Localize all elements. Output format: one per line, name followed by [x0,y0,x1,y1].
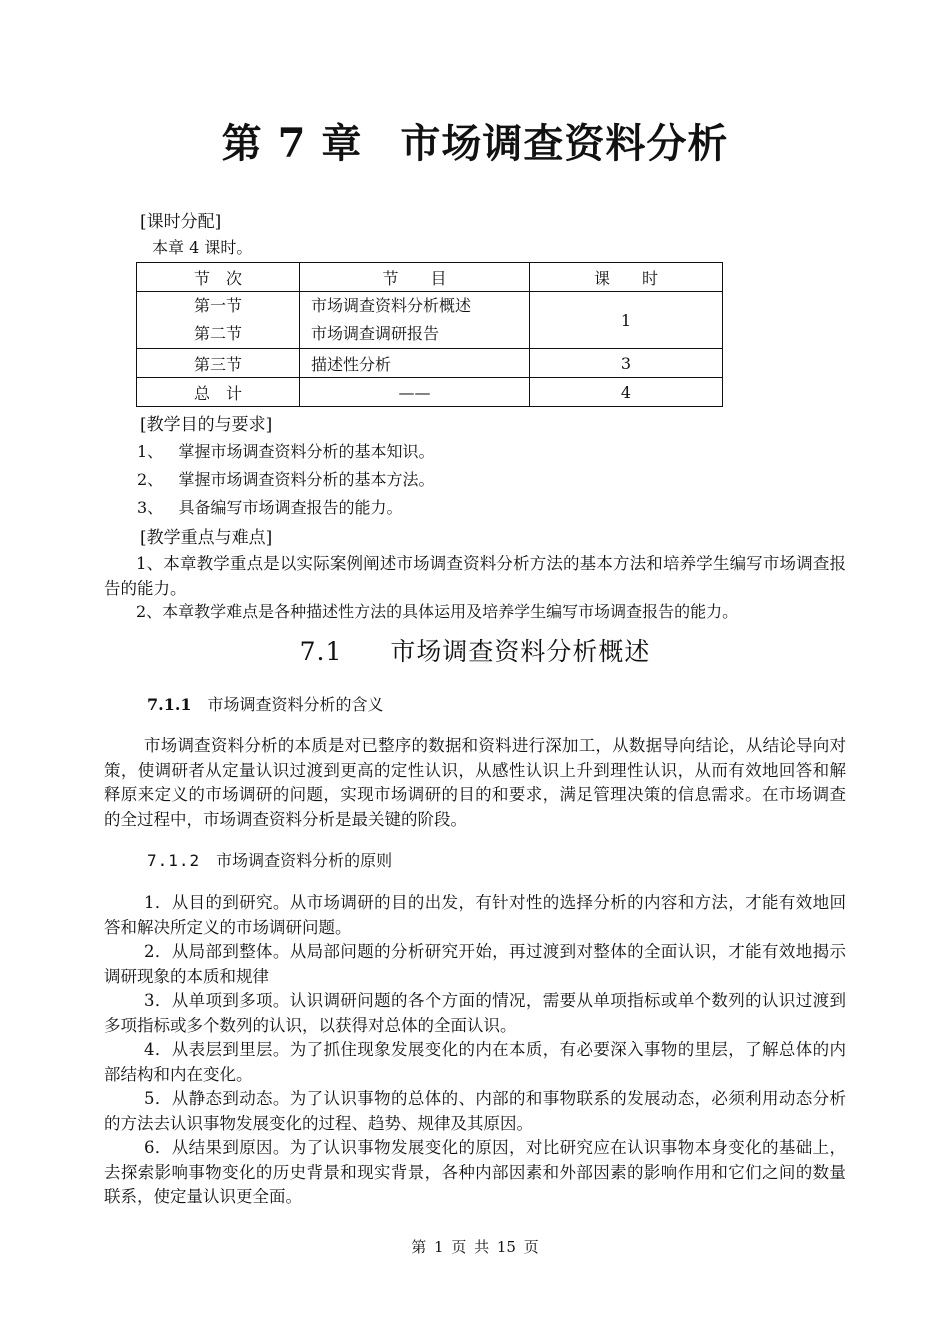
paragraph: 市场调查资料分析的本质是对已整序的数据和资料进行深加工，从数据导向结论，从结论导向对策，使调研者从定量认识过渡到更高的定性认识，从感性认识上升到理性认识，从而有效地回答和解释原来定义的市场调研的问题，实现市场调研的目的和要求，满足管理决策的信息需求。在市场调查的全过程中，市场调查资料分析是最关键的阶段。 [104,736,846,829]
hours-heading: [课时分配] [140,212,222,232]
page-footer: 第 1 页 共 15 页 [411,1238,539,1256]
table-cell-topic: 描述性分析 [300,349,530,378]
objectives-heading: [教学目的与要求] [140,415,273,435]
subsection-title: 7.1.2 市场调查资料分析的原则 [147,851,393,870]
objective-item: 1、 掌握市场调查资料分析的基本知识。 [137,442,435,461]
principle-item: 2．从局部到整体。从局部问题的分析研究开始，再过渡到对整体的全面认识，才能有效地揭示调研现象的本质和规律 [104,942,846,986]
objective-item: 3、 具备编写市场调查报告的能力。 [137,498,403,517]
table-cell-hours: 1 [530,292,723,349]
table-cell-section: 第三节 [137,349,300,378]
chapter-title [0,112,950,169]
table-cell-hours: 4 [530,378,723,407]
table-row [137,292,723,349]
table-row [137,378,723,407]
principle-item: 4．从表层到里层。为了抓住现象发展变化的内在本质，有必要深入事物的里层，了解总体的内部结构和内在变化。 [104,1040,846,1084]
table-cell-section: 第一节 第二节 [137,292,300,349]
hours-table [136,262,723,407]
keypoint-item: 2、本章教学难点是各种描述性方法的具体运用及培养学生编写市场调查报告的能力。 [136,602,739,621]
table-cell-topic: 市场调查资料分析概述 市场调查调研报告 [300,292,530,349]
principle-item: 3．从单项到多项。认识调研问题的各个方面的情况，需要从单项指标或单个数列的认识过渡到多项指标或多个数列的认识，以获得对总体的全面认识。 [104,991,846,1035]
principle-item: 6．从结果到原因。为了认识事物发展变化的原因，对比研究应在认识事物本身变化的基础上，去探索影响事物变化的历史背景和现实背景，各种内部因素和外部因素的影响作用和它们之间的数量联系，使定量认识更全面。 [104,1138,846,1206]
table-cell-topic: —— [300,378,530,407]
keypoint-item: 1、本章教学重点是以实际案例阐述市场调查资料分析方法的基本方法和培养学生编写市场调查报告的能力。 [104,554,846,598]
header-hours: 课 时 [530,263,723,292]
section-number: 7.1 [299,637,343,666]
keypoints-heading: [教学重点与难点] [140,528,273,548]
chapter-number: 第 7 章 [221,120,363,167]
header-section: 节 次 [137,263,300,292]
table-cell-hours: 3 [530,349,723,378]
chapter-name: 市场调查资料分析 [400,120,729,167]
table-cell-section: 总 计 [137,378,300,407]
table-header-row [137,263,723,292]
hours-intro: 本章 4 课时。 [152,238,253,257]
section-name: 市场调查资料分析概述 [390,637,651,666]
objective-item: 2、 掌握市场调查资料分析的基本方法。 [137,470,435,489]
principle-item: 1．从目的到研究。从市场调研的目的出发，有针对性的选择分析的内容和方法，才能有效地回答和解决所定义的市场调研问题。 [104,893,846,937]
header-topic: 节 目 [300,263,530,292]
subsection-title: 7.1.1 市场调查资料分析的含义 [147,695,384,714]
section-title [0,632,950,668]
principle-item: 5．从静态到动态。为了认识事物的总体的、内部的和事物联系的发展动态，必须利用动态分析的方法去认识事物发展变化的过程、趋势、规律及其原因。 [104,1089,846,1133]
table-row [137,349,723,378]
